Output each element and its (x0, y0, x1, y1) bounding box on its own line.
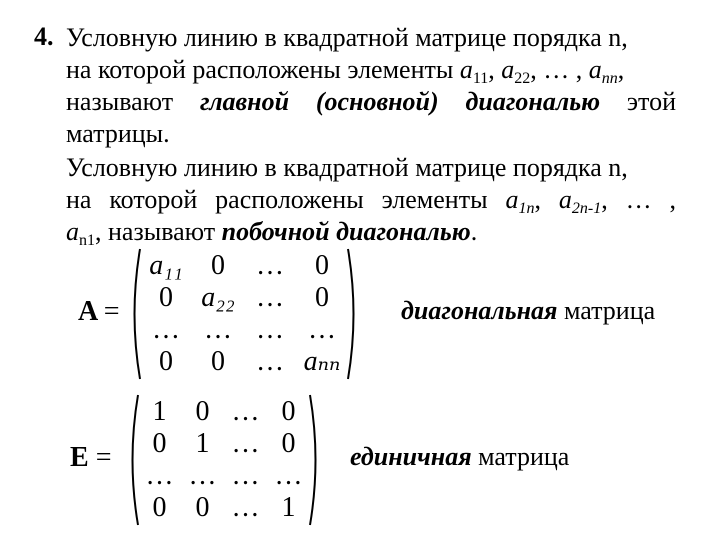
para2-line1: Условную линию в квадратной матрице порядка n, (66, 153, 628, 182)
main-diagonal-definition (66, 22, 676, 150)
matrix-e-cell: … (231, 492, 260, 523)
matrix-a-cell: 0 (159, 282, 173, 313)
matrix-e-cell: … (274, 460, 303, 491)
matrix-a-cell: aₙₙ (303, 346, 341, 377)
matrix-a-cell: … (256, 346, 284, 377)
matrix-a-cell: 0 (315, 250, 329, 281)
matrix-e-label: E = (70, 442, 112, 473)
matrix-e-cell: 0 (152, 428, 167, 459)
matrix-e-cell: 1 (152, 396, 167, 427)
matrix-a-cell: … (256, 314, 284, 345)
matrix-a-cell: … (256, 282, 284, 313)
item-number: 4. (34, 22, 54, 51)
matrix-e-cell: … (231, 396, 260, 427)
matrix-e-cell: 1 (195, 428, 210, 459)
matrix-a-cell: 0 (211, 346, 225, 377)
matrix-e-cell: 0 (281, 428, 296, 459)
para1-line1: Условную линию в квадратной матрице порядка n, (66, 23, 628, 52)
matrix-a-label: A = (78, 296, 120, 327)
matrix-a-cell: a₁₁ (149, 250, 183, 281)
matrix-e-cell: 0 (152, 492, 167, 523)
matrix-e-cell: … (231, 460, 260, 491)
matrix-e-cell: … (188, 460, 217, 491)
matrix-a-cell: … (152, 314, 180, 345)
matrix-a-cell: … (256, 250, 284, 281)
matrix-a (126, 246, 362, 382)
matrix-a-cell: … (308, 314, 336, 345)
matrix-e-cell: 0 (195, 492, 210, 523)
matrix-e-caption: единичная матрица (350, 442, 570, 471)
matrix-a-cell: … (204, 314, 232, 345)
matrix-a-cell: 0 (159, 346, 173, 377)
matrix-e-cell: … (231, 428, 260, 459)
matrix-e-cell: … (145, 460, 174, 491)
para1-line3: называют главной (основной) диагональю этой (66, 87, 676, 116)
para2-line3: $a_{n1}$, называют побочной диагональю. (66, 217, 478, 249)
matrix-e-cell: 0 (281, 396, 296, 427)
matrix-a-caption: диагональная матрица (401, 296, 656, 325)
matrix-e (124, 392, 324, 528)
para1-line2: на которой расположены элементы $a_{11}$, $a_{22}$, … , $a_{nn}$, (66, 55, 625, 87)
matrix-e-cell: 0 (195, 396, 210, 427)
matrix-a-cell: 0 (211, 250, 225, 281)
matrix-a-cell: 0 (315, 282, 329, 313)
anti-diagonal-definition (66, 152, 676, 248)
para1-line4: матрицы. (66, 119, 170, 148)
para2-line2: на которой расположены элементы $a_{1n}$, $a_{2n-1}$, … , (66, 185, 676, 217)
matrix-a-cell: a₂₂ (201, 282, 235, 313)
matrix-e-cell: 1 (281, 492, 296, 523)
